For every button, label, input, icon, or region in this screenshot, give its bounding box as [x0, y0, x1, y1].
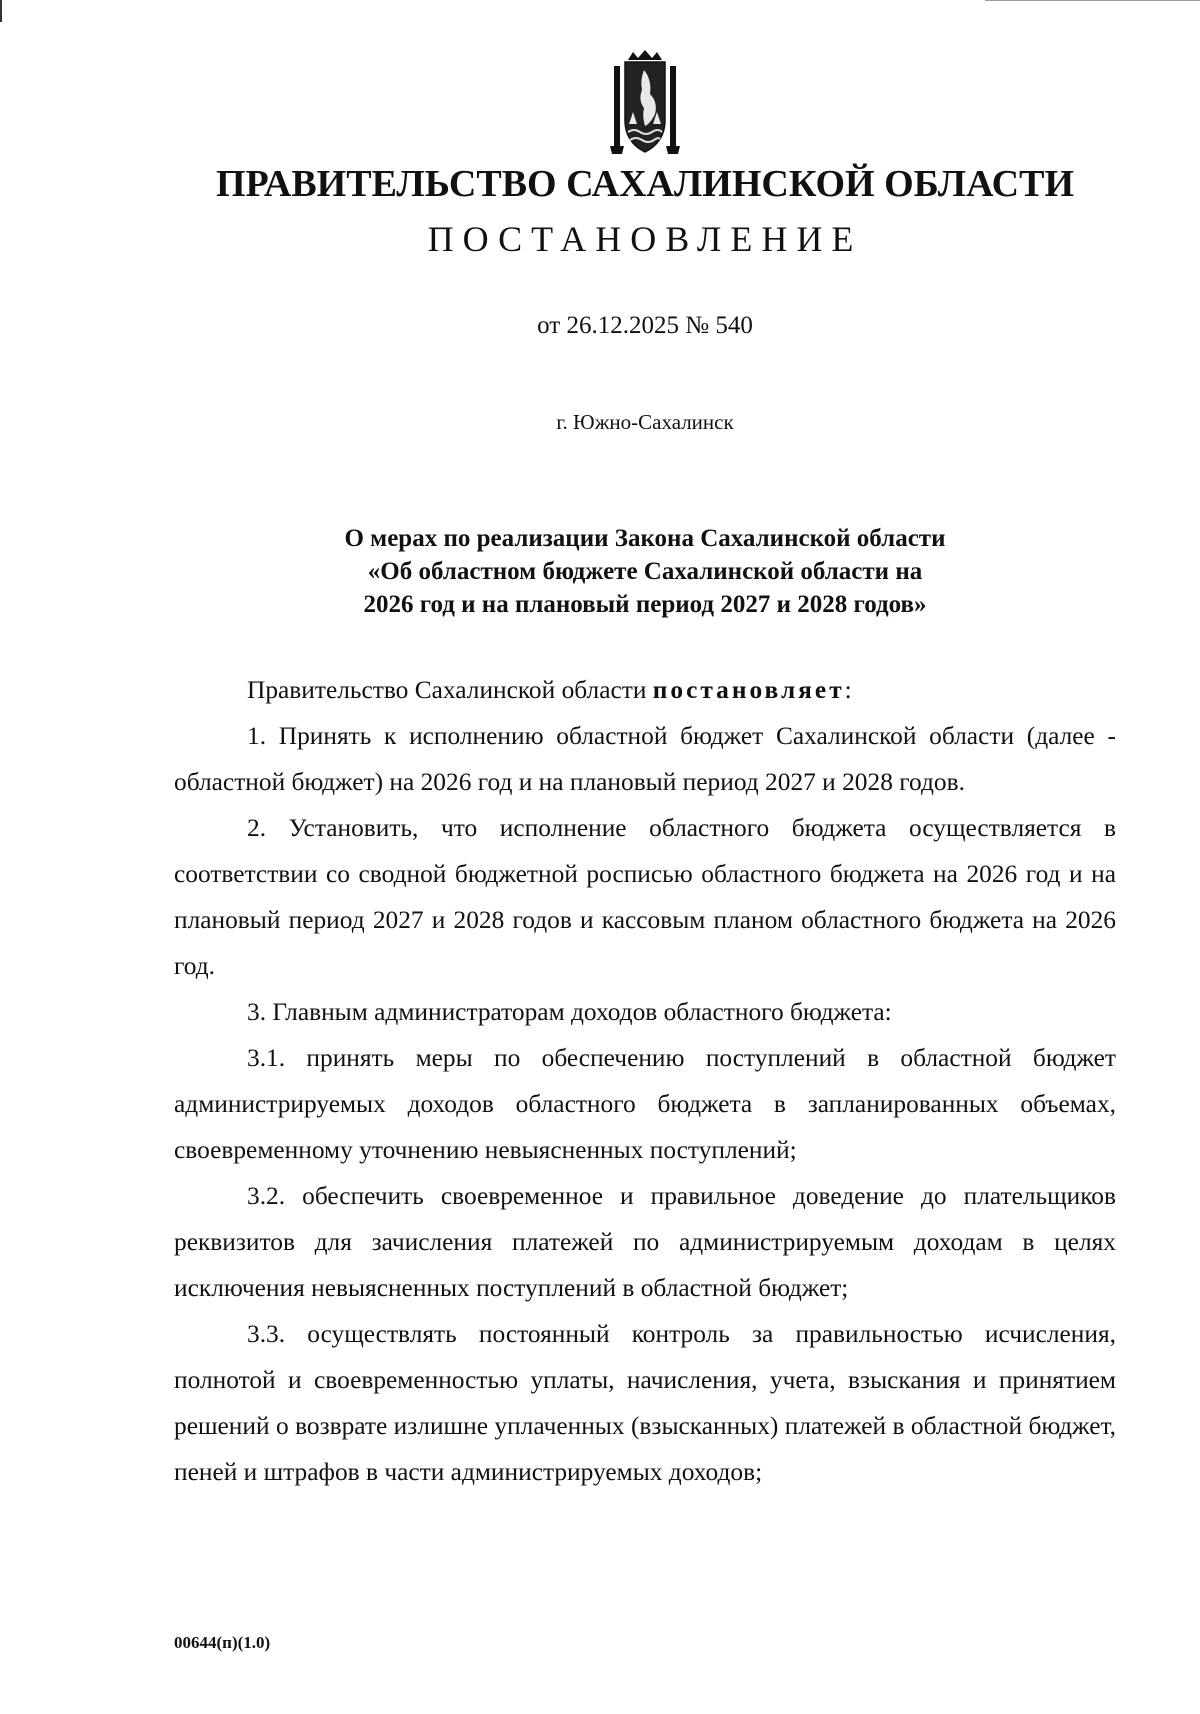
scan-top-rule — [985, 0, 1200, 1]
form-code: 00644(п)(1.0) — [174, 1633, 271, 1652]
clause-paragraph: 2. Установить, что исполнение областного бюджета осуществляется в соответствии со сводной бюджетной росписью областного бюджета на 2026 год и на плановый период 2027 и 2028 годов и кассовым планом областного бюджета на 2026 год. — [174, 814, 1116, 980]
clause-paragraph: 3. Главным администраторам доходов областного бюджета: — [247, 998, 892, 1026]
document-subject — [0, 522, 1200, 621]
clause-paragraph: 3.1. принять меры по обеспечению поступлений в областной бюджет администрируемых доходов областного бюджета в запланированных объемах, своевременному уточнению невыясненных поступлений; — [174, 1044, 1116, 1164]
government-title: ПРАВИТЕЛЬСТВО САХАЛИНСКОЙ ОБЛАСТИ — [215, 163, 1075, 205]
clause-paragraph: 3.2. обеспечить своевременное и правильное доведение до плательщиков реквизитов для зачисления платежей по администрируемым доходам в целях исключения невыясненных поступлений в областной бюджет; — [174, 1182, 1116, 1302]
resolution-verb: постановляет — [652, 676, 845, 704]
clause-paragraph: 1. Принять к исполнению областной бюджет Сахалинской области (далее - областной бюджет) на 2026 год и на плановый период 2027 и 2028 годов. — [174, 722, 1116, 796]
intro-text: Правительство Сахалинской области — [247, 676, 653, 704]
city-name: г. Южно-Сахалинск — [556, 410, 734, 434]
intro-paragraph — [174, 667, 1116, 713]
scan-edge-mark — [0, 0, 2, 22]
subject-line: 2026 год и на плановый период 2027 и 2028 годов» — [363, 591, 927, 618]
document-type: ПОСТАНОВЛЕНИЕ — [427, 219, 863, 259]
intro-colon: : — [844, 676, 852, 704]
document-body — [174, 667, 1116, 1495]
clause-paragraph: 3.3. осуществлять постоянный контроль за правильностью исчисления, полнотой и своевременностью уплаты, начисления, учета, взыскания и принятием решений о возврате излишне уплаченных (взысканных) платежей в областной бюджет, пеней и штрафов в части администрируемых доходов; — [174, 1320, 1116, 1486]
subject-line: О мерах по реализации Закона Сахалинской области — [344, 525, 946, 552]
subject-line: «Об областном бюджете Сахалинской области на — [367, 558, 923, 585]
date-and-number: от 26.12.2025 № 540 — [537, 312, 753, 339]
sakhalin-coat-of-arms-icon — [600, 50, 690, 155]
